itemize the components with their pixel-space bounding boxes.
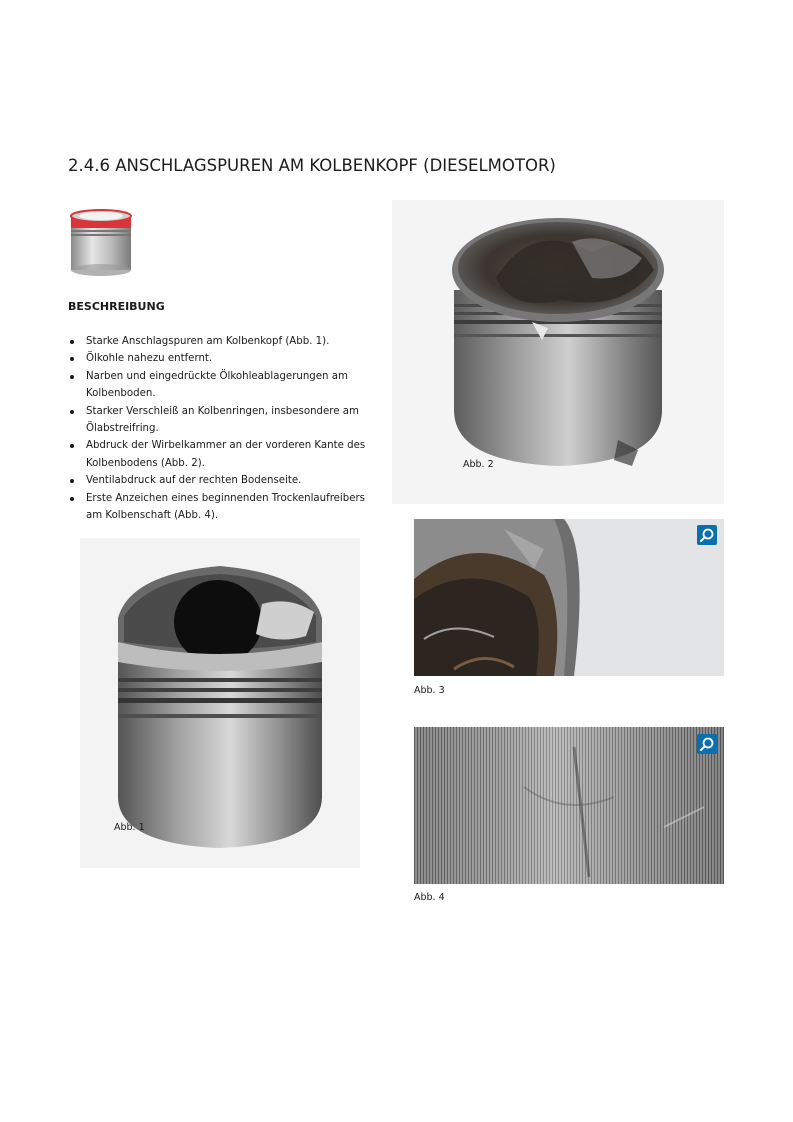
magnifier-icon — [697, 525, 717, 545]
list-item: Narben und eingedrückte Ölkohleablagerungen am Kolbenboden. — [68, 368, 368, 403]
list-item: Starke Anschlagspuren am Kolbenkopf (Abb. 1). — [68, 333, 368, 350]
description-list — [68, 333, 368, 524]
figure-caption: Abb. 2 — [463, 459, 494, 470]
figure-caption: Abb. 1 — [114, 822, 145, 833]
figure-caption: Abb. 3 — [414, 685, 445, 696]
figure-abb3-photo — [414, 519, 724, 676]
list-item: Erste Anzeichen eines beginnenden Trockenlaufreibers am Kolbenschaft (Abb. 4). — [68, 490, 368, 525]
figure-abb2-photo — [392, 200, 724, 504]
list-item: Abdruck der Wirbelkammer an der vorderen Kante des Kolbenbodens (Abb. 2). — [68, 437, 368, 472]
list-item: Starker Verschleiß an Kolbenringen, insbesondere am Ölabstreifring. — [68, 403, 368, 438]
figure-abb4-photo — [414, 727, 724, 884]
zoom-button[interactable] — [697, 734, 717, 754]
list-item: Ventilabdruck auf der rechten Bodenseite. — [68, 472, 368, 489]
list-item: Ölkohle nahezu entfernt. — [68, 350, 368, 367]
figure-caption: Abb. 4 — [414, 892, 445, 903]
zoom-button[interactable] — [697, 525, 717, 545]
section-heading: BESCHREIBUNG — [68, 300, 165, 313]
magnifier-icon — [697, 734, 717, 754]
page-title: 2.4.6 ANSCHLAGSPUREN AM KOLBENKOPF (DIESELMOTOR) — [68, 156, 556, 175]
figure-abb1-photo — [80, 538, 360, 868]
piston-thumbnail — [66, 204, 136, 280]
